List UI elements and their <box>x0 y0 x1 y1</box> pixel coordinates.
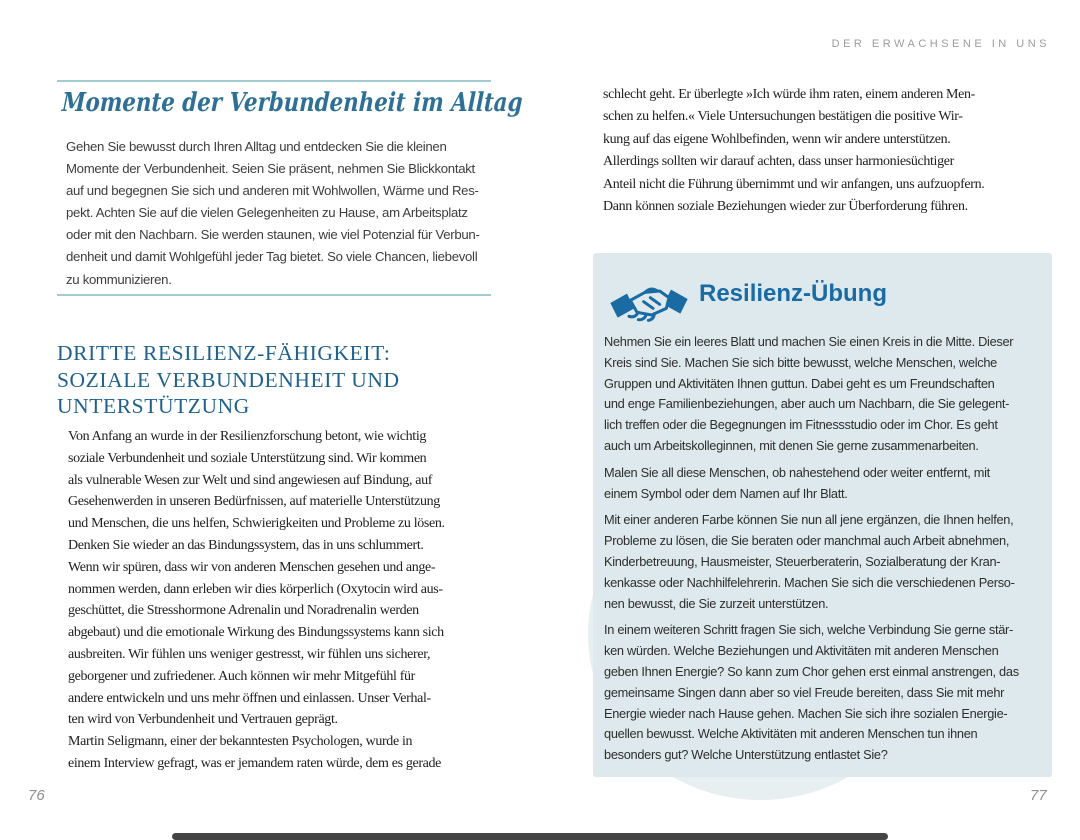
page-number-left: 76 <box>28 787 45 804</box>
tip-title: Momente der Verbundenheit im Alltag <box>61 88 524 118</box>
divider-top <box>57 80 491 82</box>
tip-body: Gehen Sie bewusst durch Ihren Alltag und entdecken Sie die kleinen Momente der Verbundenheit. Seien Sie präsent, nehmen Sie Blickkontakt auf und begegnen Sie sich und anderen mit Wohlwollen, Wärme und Res- pekt. Achten Sie auf die vielen Gelegenheiten zu Hause, am Arbeitsplatz oder mit den Nachbarn. Sie werden staunen, wie viel Potenzial für Verbun- denheit und damit Wohlgefühl jeder Tag bietet. So viele Chancen, liebevoll zu kommunizieren. <box>66 139 480 287</box>
section-body: Von Anfang an wurde in der Resilienzforschung betont, wie wichtig soziale Verbundenheit und soziale Unterstützung sind. Wir kommen als vulnerable Wesen zur Welt und sind angewiesen auf Bindung, auf Gesehenwerden in unseren Bedürfnissen, auf materielle Unterstützung und Menschen, die uns helfen, Schwierigkeiten und Probleme zu lösen. Denken Sie wieder an das Bindungssystem, das in uns schlummert. Wenn wir spüren, dass wir von anderen Menschen gesehen und ange- nommen werden, dann erleben wir dies körperlich (Oxytocin wird aus- geschüttet, die Stresshormone Adrenalin und Noradrenalin werden abgebaut) und die emotionale Wirkung des Bindungssystems kann sich ausbreiten. Wir fühlen uns weniger gestresst, wir fühlen uns sicherer, geborgener und zufriedener. Auch können wir mehr Mitgefühl für andere entwickeln und uns mehr öffnen und einlassen. Unser Verhal- ten wird von Verbundenheit und Vertrauen geprägt. Martin Seligmann, einer der bekanntesten Psychologen, wurde in einem Interview gefragt, was er jemandem raten würde, dem es gerade <box>68 429 445 771</box>
section-heading: DRITTE RESILIENZ-FÄHIGKEIT: SOZIALE VERBUNDENHEIT UND UNTERSTÜTZUNG <box>57 341 400 418</box>
running-header: DER ERWACHSENE IN UNS <box>831 38 1050 50</box>
divider-bottom <box>57 294 491 296</box>
exercise-body: Nehmen Sie ein leeres Blatt und machen Sie einen Kreis in die Mitte. Dieser Kreis sind Sie. Machen Sie sich bitte bewusst, welche Menschen, welche Gruppen und Aktivitäten Ihnen guttun. Dabei geht es um Freundschaften und enge Familienbeziehungen, aber auch um Nachbarn, die Sie gelegent- lich treffen oder die Begegnungen im Fitnessstudio oder im Chor. Es geht auch um Arbeitskolleginnen, mit denen Sie gerne zusammenarbeiten. Malen Sie all diese Menschen, ob nahestehend oder weiter entfernt, mit einem Symbol oder dem Namen auf Ihr Blatt. Mit einer anderen Farbe können Sie nun all jene ergänzen, die Ihnen helfen, Probleme zu lösen, die Sie beraten oder manchmal auch Arbeit abnehmen, Kinderbetreuung, Hausmeister, Steuerberaterin, Sozialberatung der Kran- kenkasse oder Nachhilfelehrerin. Machen Sie sich die verschiedenen Perso- nen bewusst, die Sie zurzeit unterstützen. In einem weiteren Schritt fragen Sie sich, welche Verbindung Sie gerne stär- ken würden. Welche Beziehungen und Aktivitäten mit anderen Menschen geben Ihnen Energie? So kann zum Chor gehen erst einmal anstrengen, das gemeinsame Singen dann aber so viel Freude bereiten, dass Sie mit mehr Energie wieder nach Hause gehen. Machen Sie sich ihre sozialen Energie- quellen bewusst. Welche Aktivitäten mit anderen Menschen tun ihnen besonders gut? Welche Unterstützung entlastet Sie? <box>604 334 1019 763</box>
exercise-box <box>593 253 1052 777</box>
page-number-right: 77 <box>1030 787 1047 804</box>
intro-paragraph: schlecht geht. Er überlegte »Ich würde ihm raten, einem anderen Men- schen zu helfen.« Viele Untersuchungen bestätigen die positive Wir- kung auf das eigene Wohlbefinden, wenn wir andere unterstützen. Allerdings sollten wir darauf achten, dass unser harmoniesüchtiger Anteil nicht die Führung übernimmt und wir anfangen, uns aufzuopfern. Dann können soziale Beziehungen wieder zur Überforderung führen. <box>603 87 985 215</box>
bottom-bar <box>172 833 888 840</box>
exercise-title: Resilienz-Übung <box>699 280 888 307</box>
handshake-icon <box>609 275 689 331</box>
